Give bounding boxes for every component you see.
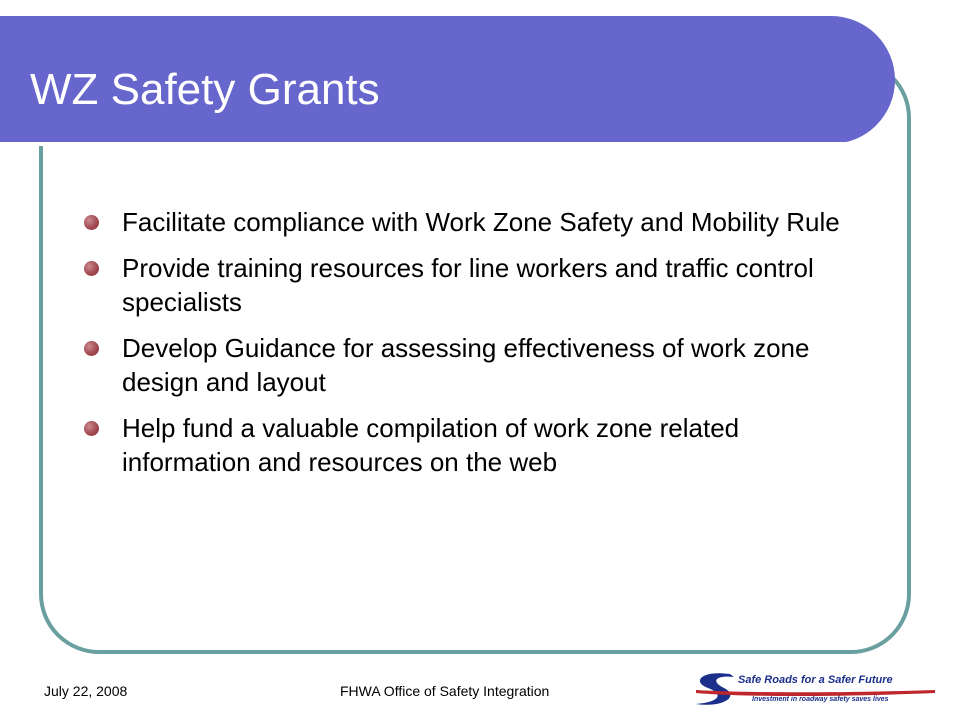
- title-underline: [0, 142, 849, 146]
- road-swoosh-icon: [696, 673, 734, 705]
- bullet-item: [84, 251, 844, 319]
- bullet-dot-icon: [84, 421, 99, 436]
- bullet-list: [84, 205, 844, 491]
- footer-date: July 22, 2008: [44, 683, 128, 699]
- bullet-dot-icon: [84, 261, 99, 276]
- bullet-text: Provide training resources for line workers and traffic control specialists: [122, 253, 814, 317]
- title-bar: [0, 16, 895, 144]
- bullet-text: Help fund a valuable compilation of work zone related information and resources on the web: [122, 413, 740, 477]
- safe-roads-logo: [690, 668, 940, 708]
- bullet-text: Develop Guidance for assessing effectiveness of work zone design and layout: [122, 333, 810, 397]
- slide-title: WZ Safety Grants: [30, 65, 380, 114]
- bullet-item: [84, 205, 844, 239]
- bullet-item: [84, 411, 844, 479]
- bullet-dot-icon: [84, 341, 99, 356]
- bullet-text: Facilitate compliance with Work Zone Safety and Mobility Rule: [122, 207, 840, 237]
- bullet-item: [84, 331, 844, 399]
- bullet-dot-icon: [84, 215, 99, 230]
- footer-organization: FHWA Office of Safety Integration: [340, 683, 550, 699]
- logo-tagline: Investment in roadway safety saves lives: [752, 696, 889, 703]
- logo-title: Safe Roads for a Safer Future: [738, 674, 893, 686]
